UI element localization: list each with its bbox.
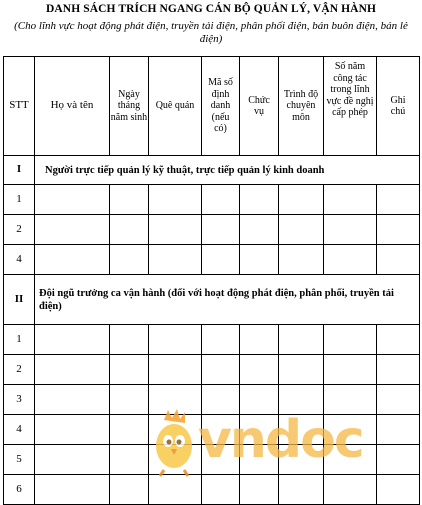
table-cell <box>324 325 377 355</box>
section-row <box>4 156 420 185</box>
table-cell <box>279 475 324 505</box>
table-row <box>4 355 420 385</box>
table-cell <box>149 475 202 505</box>
row-number: 1 <box>4 185 35 215</box>
table-cell <box>279 355 324 385</box>
table-cell <box>202 325 240 355</box>
table-cell <box>202 215 240 245</box>
table-cell <box>35 385 110 415</box>
table-cell <box>324 355 377 385</box>
table-row <box>4 215 420 245</box>
table-cell <box>377 215 420 245</box>
document-title: DANH SÁCH TRÍCH NGANG CÁN BỘ QUẢN LÝ, VẬN HÀNH <box>45 3 377 15</box>
table-cell <box>35 185 110 215</box>
section-row <box>4 275 420 325</box>
table-cell <box>324 185 377 215</box>
table-cell <box>240 245 279 275</box>
table-cell <box>202 355 240 385</box>
row-number: 6 <box>4 475 35 505</box>
table-cell <box>149 215 202 245</box>
header-row <box>4 57 420 156</box>
table-cell <box>324 385 377 415</box>
section-title: Đội ngũ trưởng ca vận hành (đối với hoạt động phát điện, phân phối, truyền tải điện) <box>35 275 420 325</box>
table-cell <box>202 415 240 445</box>
table-cell <box>279 445 324 475</box>
table-cell <box>149 325 202 355</box>
watermark-text: vndoc <box>198 410 363 470</box>
table-cell <box>240 415 279 445</box>
table-cell <box>377 415 420 445</box>
table-cell <box>377 245 420 275</box>
row-number: 5 <box>4 445 35 475</box>
section-title: Người trực tiếp quản lý kỹ thuật, trực tiếp quản lý kinh doanh <box>35 156 420 185</box>
row-number: 1 <box>4 325 35 355</box>
table-cell <box>377 355 420 385</box>
header-years: Số năm công tác trong lĩnh vực đề nghị cấp phép <box>324 57 377 156</box>
table-row <box>4 445 420 475</box>
table-cell <box>110 355 149 385</box>
table-cell <box>110 215 149 245</box>
table-cell <box>324 415 377 445</box>
table-cell <box>240 215 279 245</box>
table-cell <box>202 475 240 505</box>
table-row <box>4 475 420 505</box>
table-cell <box>324 215 377 245</box>
section-number: II <box>4 275 35 325</box>
table-cell <box>279 385 324 415</box>
table-cell <box>110 245 149 275</box>
row-number: 4 <box>4 245 35 275</box>
table-row <box>4 325 420 355</box>
table-cell <box>377 475 420 505</box>
table-cell <box>279 245 324 275</box>
header-qualification: Trình độ chuyên môn <box>279 57 324 156</box>
table-cell <box>110 445 149 475</box>
table-cell <box>279 185 324 215</box>
table-cell <box>35 325 110 355</box>
table-cell <box>240 445 279 475</box>
table-cell <box>149 185 202 215</box>
table-cell <box>110 325 149 355</box>
table-cell <box>324 475 377 505</box>
table-cell <box>377 185 420 215</box>
table-cell <box>149 245 202 275</box>
row-number: 2 <box>4 355 35 385</box>
header-hometown: Quê quán <box>149 57 202 156</box>
table-cell <box>279 215 324 245</box>
table-cell <box>279 325 324 355</box>
table-cell <box>110 475 149 505</box>
table-cell <box>377 385 420 415</box>
table-cell <box>202 185 240 215</box>
table-cell <box>202 385 240 415</box>
header-dob: Ngày tháng năm sinh <box>110 57 149 156</box>
header-notes: Ghi chú <box>377 57 420 156</box>
table-cell <box>240 325 279 355</box>
row-number: 4 <box>4 415 35 445</box>
table-cell <box>110 385 149 415</box>
table-cell <box>202 245 240 275</box>
table-row <box>4 185 420 215</box>
table-cell <box>35 215 110 245</box>
table-cell <box>35 355 110 385</box>
staff-table <box>3 56 420 505</box>
table-row <box>4 245 420 275</box>
document-subtitle: (Cho lĩnh vực hoạt động phát điện, truyền tải điện, phân phối điện, bán buôn điện, bán lẻ điện) <box>14 20 408 45</box>
header-stt: STT <box>4 57 35 156</box>
table-cell <box>110 185 149 215</box>
table-cell <box>240 475 279 505</box>
section-number: I <box>4 156 35 185</box>
header-position: Chức vụ <box>240 57 279 156</box>
table-row <box>4 385 420 415</box>
header-name: Họ và tên <box>35 57 110 156</box>
table-cell <box>35 475 110 505</box>
table-cell <box>35 445 110 475</box>
table-cell <box>240 355 279 385</box>
row-number: 3 <box>4 385 35 415</box>
table-cell <box>202 445 240 475</box>
table-cell <box>149 385 202 415</box>
table-cell <box>377 325 420 355</box>
table-cell <box>149 415 202 445</box>
table-cell <box>324 245 377 275</box>
table-cell <box>35 245 110 275</box>
table-row <box>4 415 420 445</box>
table-cell <box>240 385 279 415</box>
table-cell <box>324 445 377 475</box>
header-id: Mã số định danh (nếu có) <box>202 57 240 156</box>
table-cell <box>149 445 202 475</box>
table-cell <box>149 355 202 385</box>
table-cell <box>240 185 279 215</box>
row-number: 2 <box>4 215 35 245</box>
table-cell <box>35 415 110 445</box>
table-cell <box>110 415 149 445</box>
table-cell <box>377 445 420 475</box>
table-cell <box>279 415 324 445</box>
